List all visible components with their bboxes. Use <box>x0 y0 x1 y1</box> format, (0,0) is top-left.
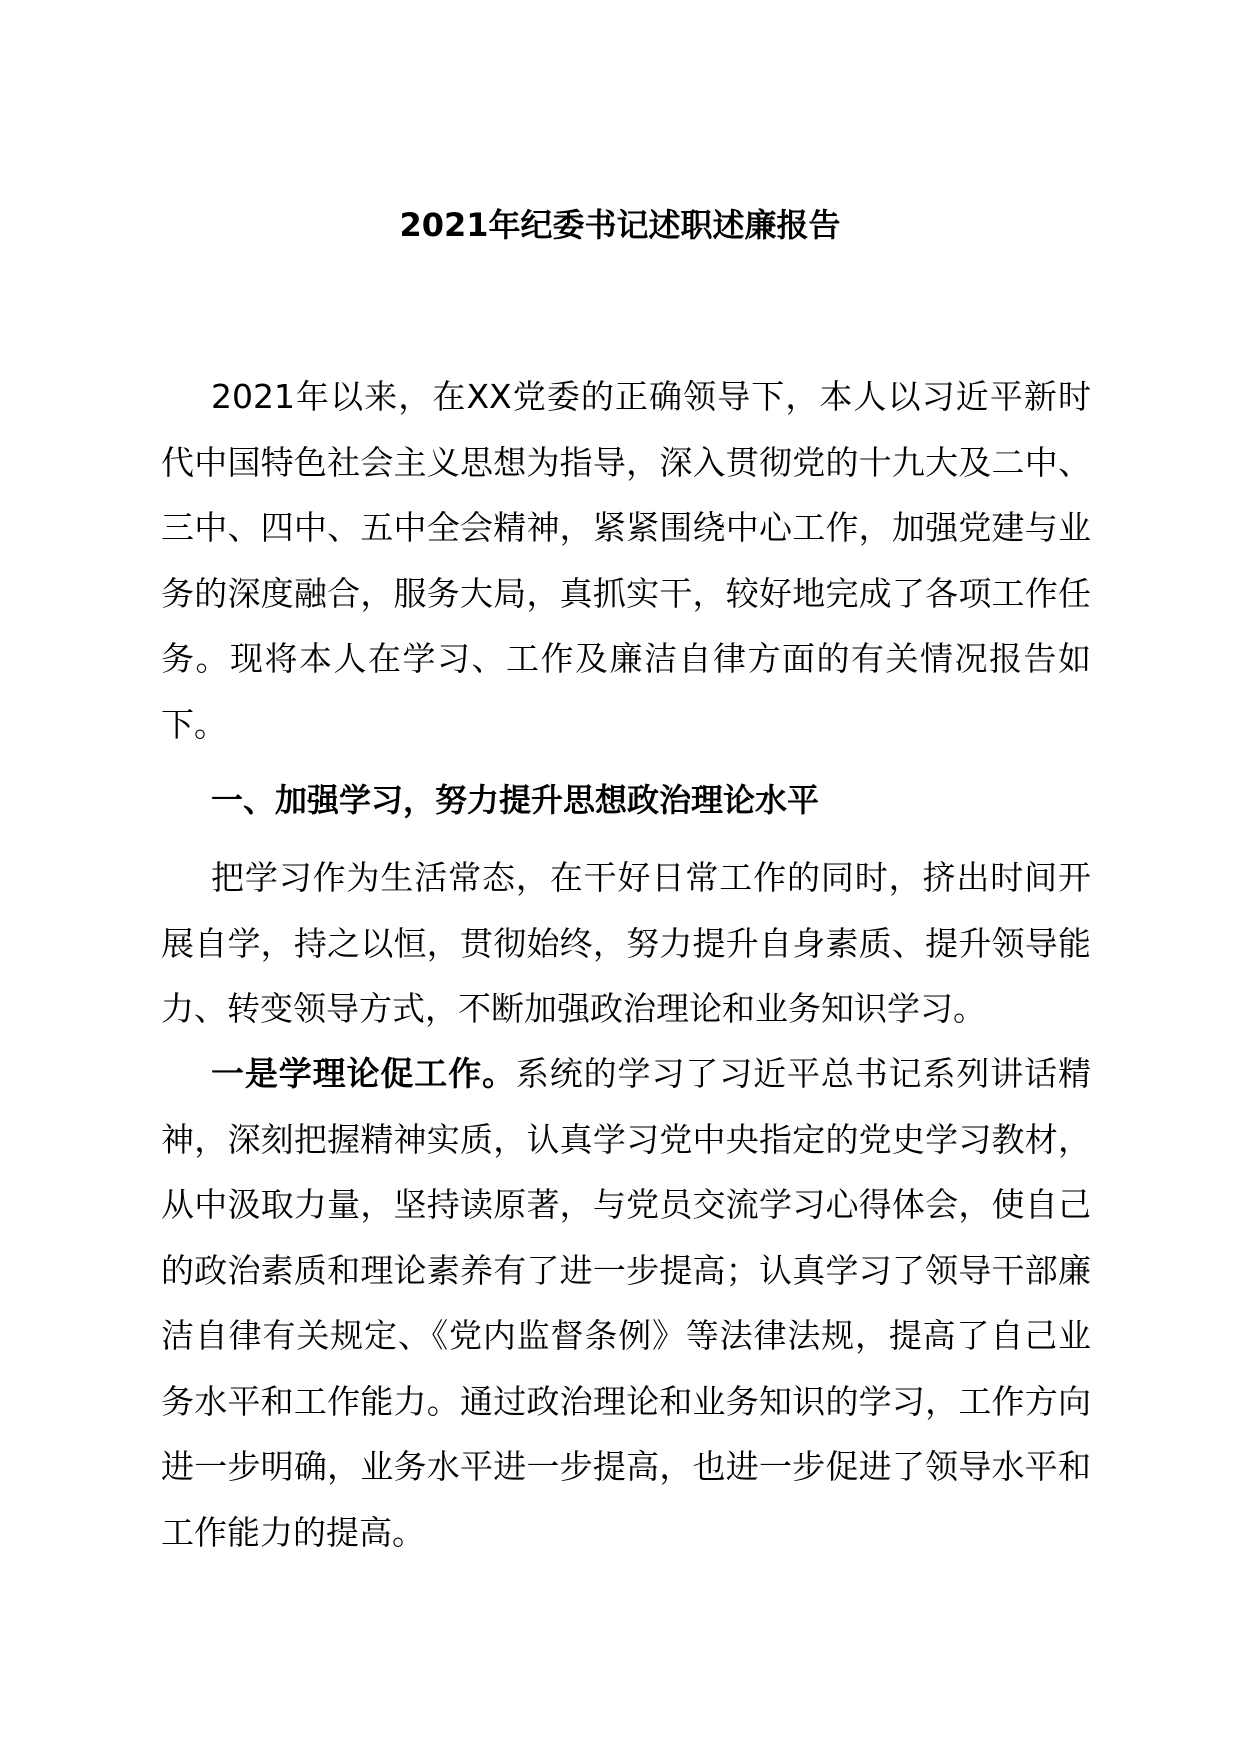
point-lead: 一是学理论促工作。 <box>211 1054 516 1093</box>
intro-paragraph: 2021年以来，在XX党委的正确领导下，本人以习近平新时代中国特色社会主义思想为指导，深入贯彻党的十九大及二中、三中、四中、五中全会精神，紧紧围绕中心工作，加强党建与业务的深度融合，服务大局，真抓实干，较好地完成了各项工作任务。现将本人在学习、工作及廉洁自律方面的有关情况报告如下。 <box>161 377 1091 744</box>
point-paragraph <box>161 1041 1091 1565</box>
document-title: 2021年纪委书记述职述廉报告 <box>399 206 841 244</box>
section-heading: 一、加强学习，努力提升思想政治理论水平 <box>211 781 820 819</box>
point-text: 系统的学习了习近平总书记系列讲话精神，深刻把握精神实质，认真学习党中央指定的党史学习教材，从中汲取力量，坚持读原著，与党员交流学习心得体会，使自己的政治素质和理论素养有了进一步提高；认真学习了领导干部廉洁自律有关规定、《党内监督条例》等法律法规，提高了自己业务水平和工作能力。通过政治理论和业务知识的学习，工作方向进一步明确，业务水平进一步提高，也进一步促进了领导水平和工作能力的提高。 <box>161 1054 1092 1552</box>
section-paragraph: 把学习作为生活常态，在干好日常工作的同时，挤出时间开展自学，持之以恒，贯彻始终，努力提升自身素质、提升领导能力、转变领导方式，不断加强政治理论和业务知识学习。 <box>161 858 1091 1028</box>
